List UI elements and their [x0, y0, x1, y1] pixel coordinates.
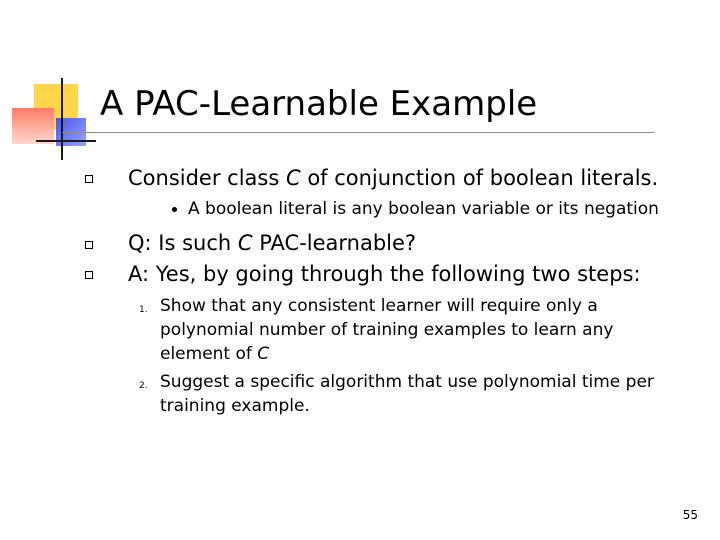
logo-horizontal-line [36, 140, 96, 142]
step-1-line-2: polynomial number of training examples to learn any [160, 320, 614, 340]
sub-bullet-boolean-literal: A boolean literal is any boolean variable or its negation [188, 199, 659, 219]
square-bullet-icon [85, 175, 93, 183]
logo-red-block [12, 108, 54, 144]
bullet-answer: A: Yes, by going through the following two steps: [128, 262, 641, 286]
step-text: element of [160, 344, 258, 364]
round-bullet-icon [172, 207, 177, 212]
bullet-text: Q: Is such [128, 231, 238, 255]
title-underline [62, 132, 654, 133]
step-2-line-1: Suggest a specific algorithm that use polynomial time per [160, 372, 654, 392]
variable-c: C [237, 231, 253, 255]
logo-vertical-line [61, 78, 63, 160]
slide-title: A PAC-Learnable Example [100, 84, 538, 124]
bullet-consider-class [128, 166, 658, 190]
step-1-line-3 [160, 344, 269, 364]
step-1-line-1: Show that any consistent learner will require only a [160, 296, 598, 316]
step-number: 1. [139, 305, 148, 315]
step-number: 2. [139, 381, 148, 391]
page-number: 55 [682, 508, 698, 522]
bullet-text: PAC-learnable? [252, 231, 417, 255]
bullet-text: Consider class [128, 166, 286, 190]
square-bullet-icon [85, 241, 93, 249]
step-2-line-2: training example. [160, 396, 310, 416]
bullet-question [128, 231, 416, 255]
square-bullet-icon [85, 271, 93, 279]
variable-c: C [257, 344, 270, 364]
decorative-logo [0, 0, 110, 170]
bullet-text: of conjunction of boolean literals. [300, 166, 659, 190]
variable-c: C [285, 166, 301, 190]
